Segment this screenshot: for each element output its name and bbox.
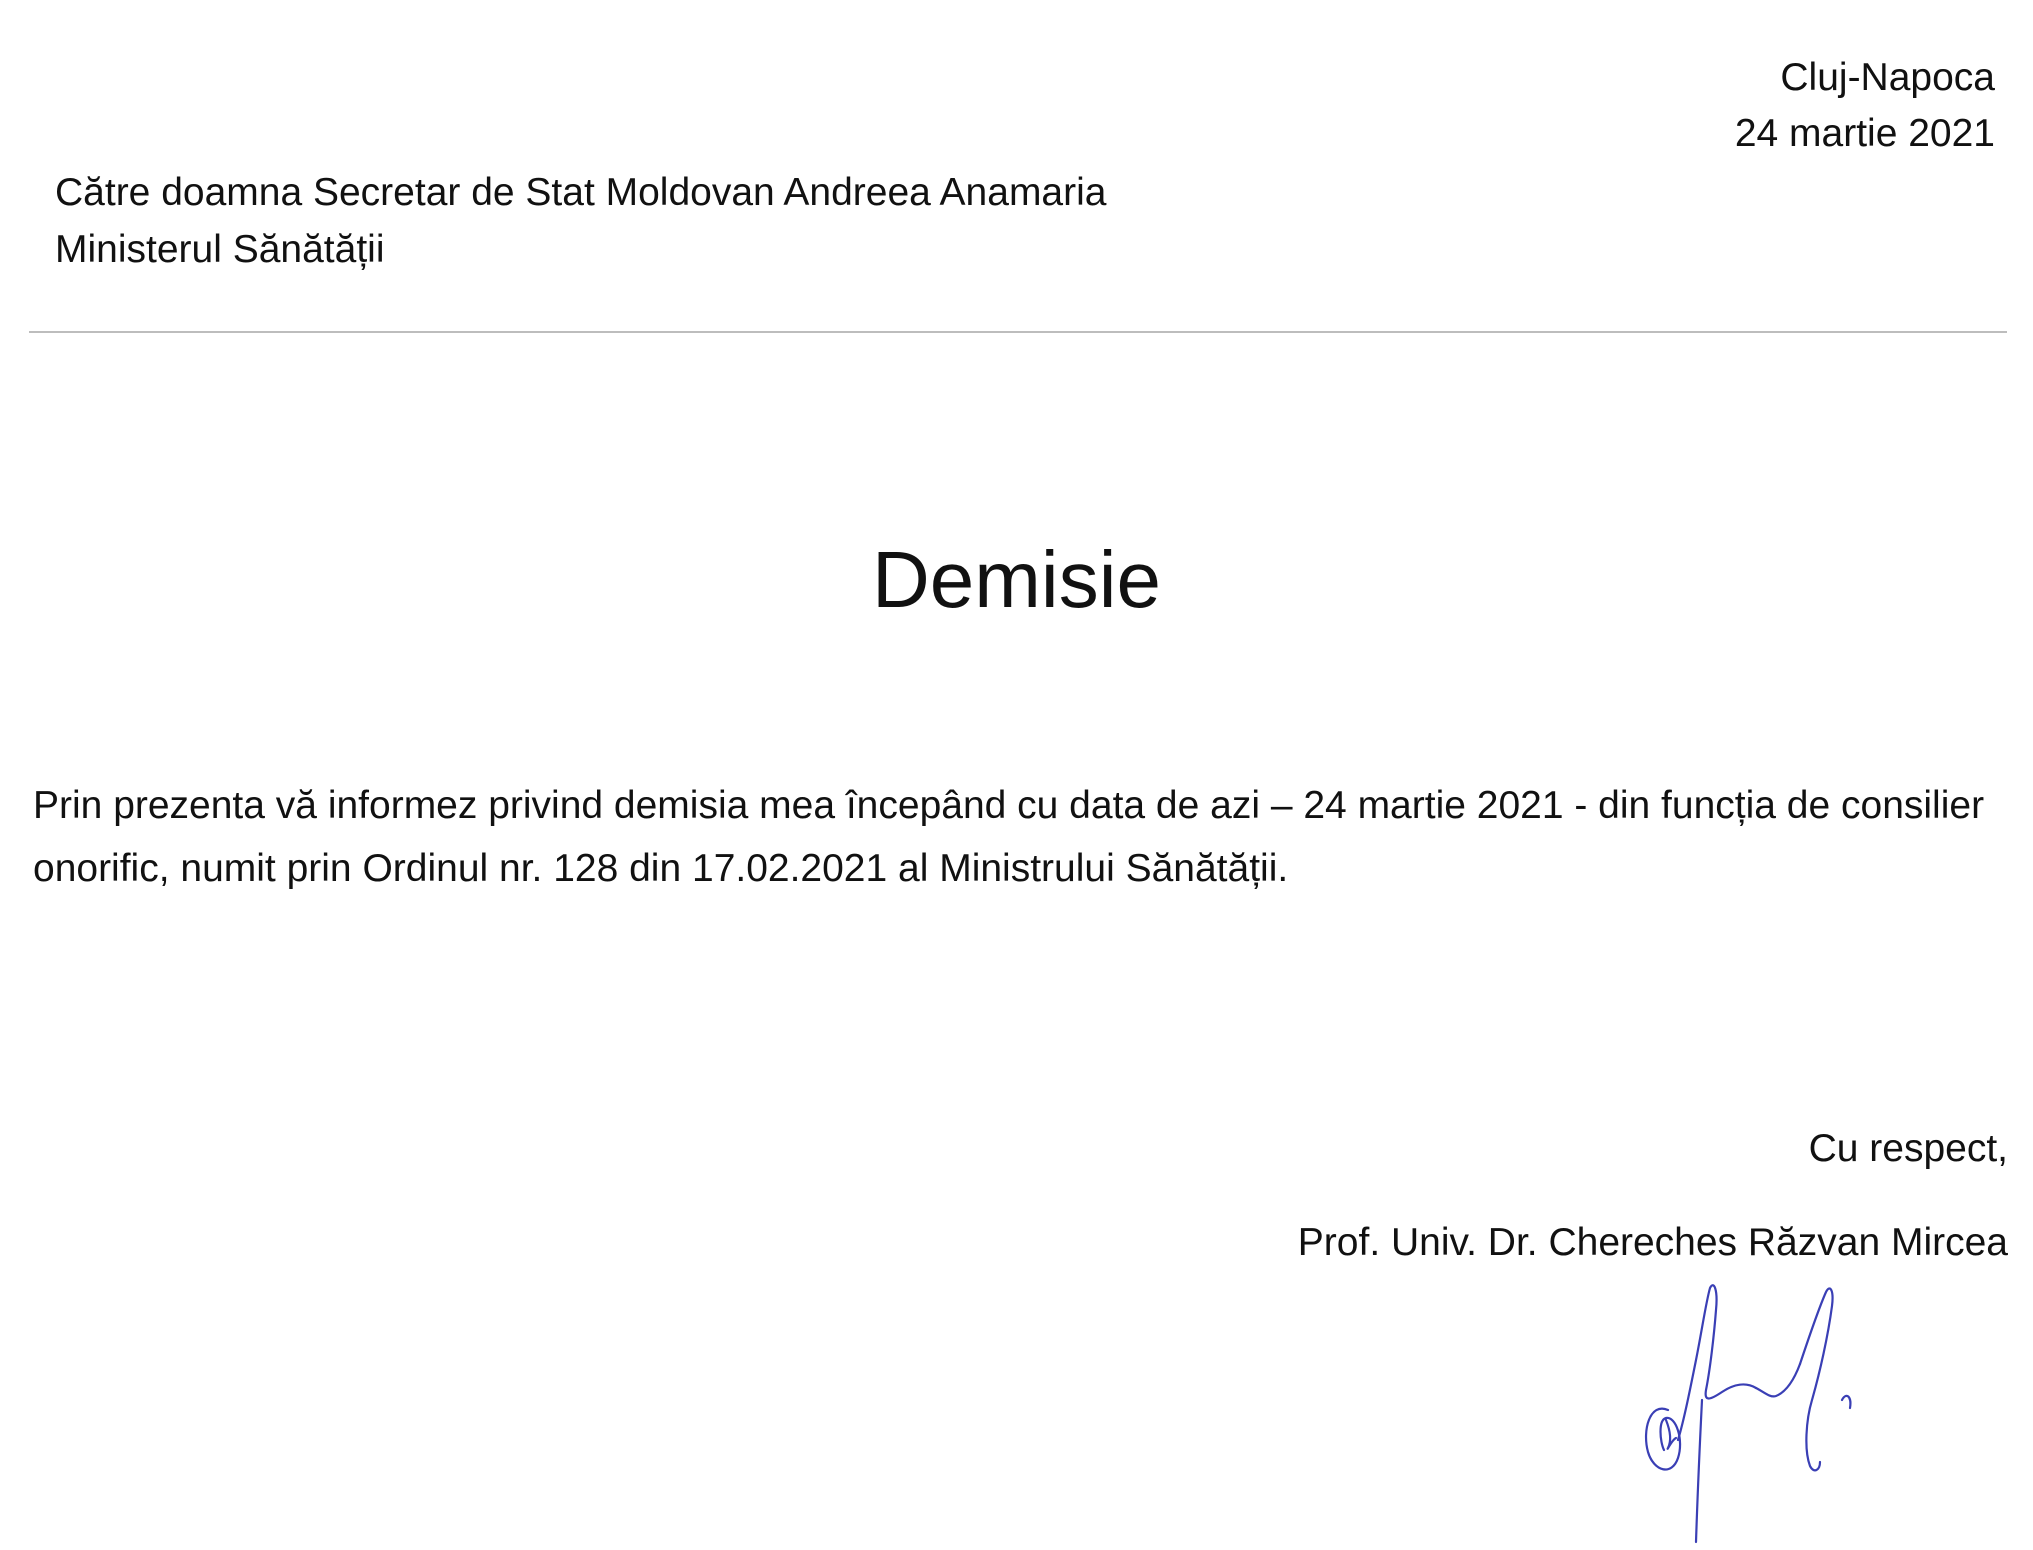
place-and-date	[1735, 50, 1995, 162]
recipient-block	[55, 164, 1106, 278]
signer-name: Prof. Univ. Dr. Chereches Răzvan Mircea	[1297, 1221, 2008, 1264]
date-line: 24 martie 2021	[1734, 112, 1995, 155]
closing-salutation: Cu respect,	[1808, 1127, 2008, 1170]
body-paragraph: Prin prezenta vă informez privind demisia mea începând cu data de azi – 24 martie 2021 - din funcția de consilier onorific, numit prin Ordinul nr. 128 din 17.02.2021 al Ministrului Sănătății.	[33, 784, 1985, 890]
recipient-name-line: Către doamna Secretar de Stat Moldovan Andreea Anamaria	[55, 171, 1107, 214]
header-divider	[29, 331, 2007, 333]
handwritten-signature	[1630, 1280, 1920, 1550]
city-line: Cluj-Napoca	[1780, 56, 1995, 99]
recipient-institution-line: Ministerul Sănătății	[55, 228, 385, 271]
document-title: Demisie	[872, 535, 1161, 624]
